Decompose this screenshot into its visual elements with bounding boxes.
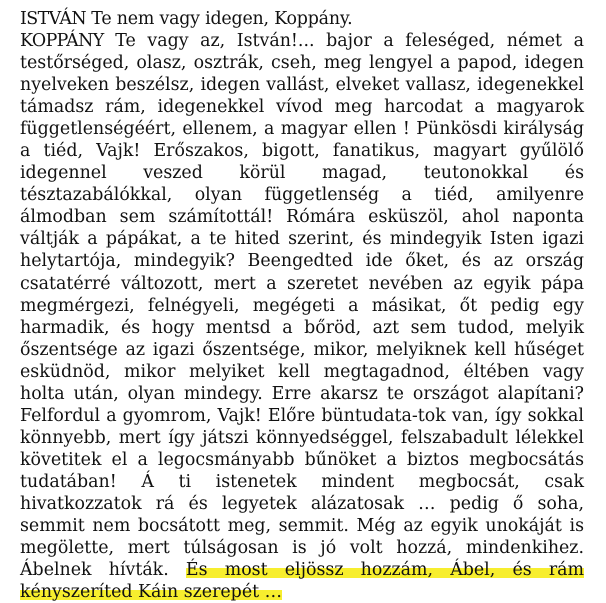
speaker-name: ISTVÁN bbox=[20, 9, 86, 29]
dialogue-line-istvan bbox=[20, 8, 584, 30]
speech-paragraph bbox=[20, 30, 584, 603]
dialogue-text: Te nem vagy idegen, Koppány. bbox=[85, 9, 353, 29]
highlighted-text: És most eljössz hozzám, Ábel, és rám kényszeríted Káin szerepét … bbox=[20, 560, 584, 603]
dialogue-text: Te vagy az, István!... bajor a feleséged, német a testőrséged, olasz, osztrák, cseh, meg lengyel a papod, idegen nyelveken beszélsz, idegen vallást, elveket vallasz, idegenekkel támadsz rám, idegenekkel vívod meg harcodat a magyarok függetlenségéért, ellenem, a magyar ellen ! Pünkösdi királyság a tiéd, Vajk! Erőszakos, bigott, fanatikus, magyart gyűlölő idegennel veszed körül magad, teutonokkal és tésztazabálókkal, olyan függetlenség a tiéd, amilyenre álmodban sem számítottál! Rómára esküszöl, ahol naponta váltják a pápákat, a te hited szerint, és mindegyik Isten igazi helytartója, mindegyik? Beengedted ide őket, és az ország csatatérré változott, mert a szeretet nevében az egyik pápa megmérgezi, felnégyeli, megégeti a másikat, őt pedig egy harmadik, és hogy mentsd a bőröd, azt sem tudod, melyik őszentsége az igazi őszentsége, mikor, melyiknek kell hűséget esküdnöd, mikor melyiket kell megtagadnod, éltében vagy holta után, olyan mindegy. Erre akarsz te országot alapítani? Felfordul a gyomrom, Vajk! Előre büntudata-tok van, így sokkal könnyebb, mert így játszi könnyedséggel, felszabadult lélekkel követitek el a legocsmányabb bűnöket a biztos megbocsátás tudatában! Á ti istenetek mindent megbocsát, csak hivatkozzatok rá és legyetek alázatosak … pedig ő soha, semmit nem bocsátott meg, semmit. Még az egyik unokáját is megölette, mert túlságosan is jó volt hozzá, mindenkihez. Ábelnek hívták. bbox=[20, 31, 584, 581]
dialogue-line-koppany bbox=[20, 30, 584, 603]
speaker-name: KOPPÁNY bbox=[20, 31, 104, 51]
